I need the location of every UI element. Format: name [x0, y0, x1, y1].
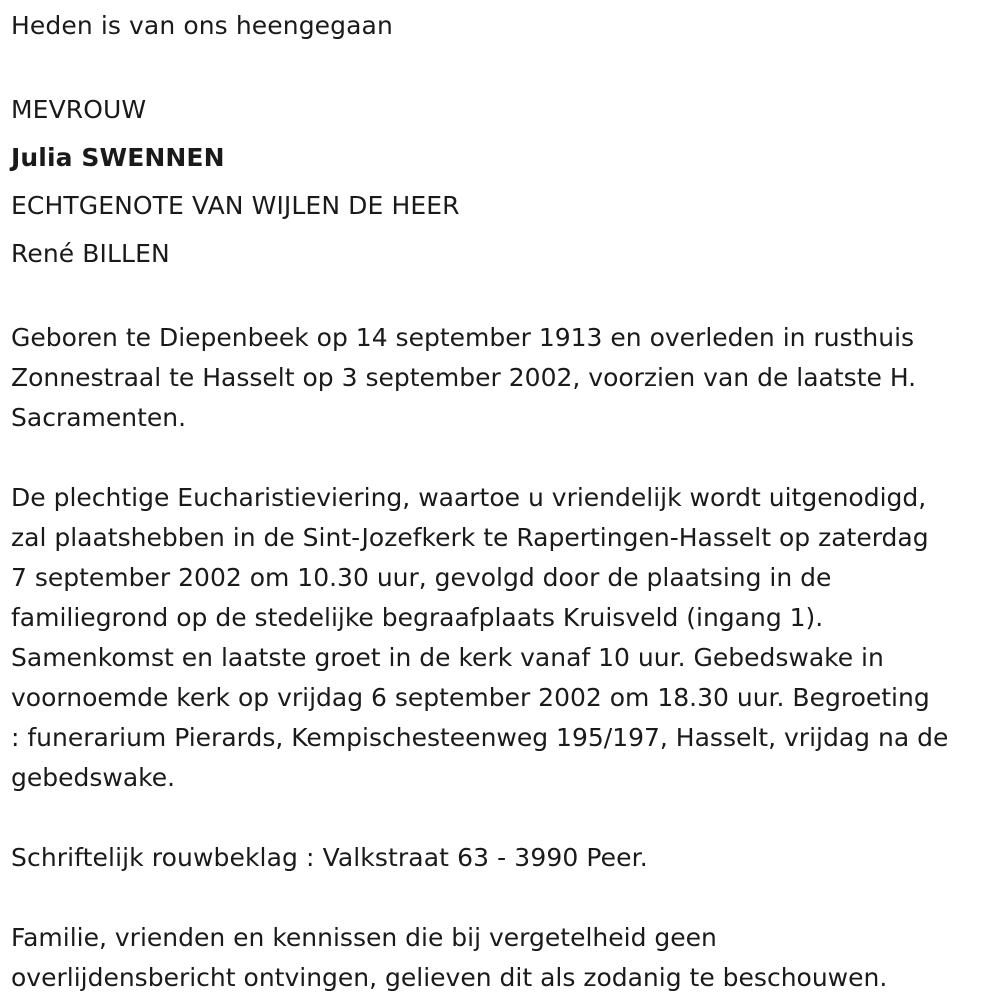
spacer: [11, 878, 995, 918]
honorific-title: MEVROUW: [11, 95, 147, 124]
paragraph-line: zal plaatshebben in de Sint-Jozefkerk te Rapertingen-Hasselt op zaterdag: [11, 523, 929, 552]
paragraph-line: gebedswake.: [11, 763, 176, 792]
paragraph-line: : funerarium Pierards, Kempischesteenweg 195/197, Hasselt, vrijdag na de: [11, 723, 949, 752]
paragraph-line: Samenkomst en laatste groet in de kerk vanaf 10 uur. Gebedswake in: [11, 643, 884, 672]
paragraph-line: voornoemde kerk op vrijdag 6 september 2002 om 18.30 uur. Begroeting: [11, 683, 930, 712]
spacer: [11, 46, 995, 86]
paragraph-line: overlijdensbericht ontvingen, gelieven dit als zodanig te beschouwen.: [11, 963, 888, 992]
spouse-name: René BILLEN: [11, 239, 170, 268]
spacer: [11, 798, 995, 838]
birth-death-paragraph: [11, 318, 995, 438]
paragraph-line: Geboren te Diepenbeek op 14 september 1913 en overleden in rusthuis: [11, 323, 915, 352]
condolences-address: Schriftelijk rouwbeklag : Valkstraat 63 - 3990 Peer.: [11, 843, 648, 872]
paragraph-line: Sacramenten.: [11, 403, 187, 432]
paragraph-line: De plechtige Eucharistieviering, waartoe u vriendelijk wordt uitgenodigd,: [11, 483, 927, 512]
spacer: [11, 438, 995, 478]
paragraph-line: familiegrond op de stedelijke begraafplaats Kruisveld (ingang 1).: [11, 603, 824, 632]
obituary-document: [11, 6, 995, 998]
relation-text: ECHTGENOTE VAN WIJLEN DE HEER: [11, 191, 460, 220]
paragraph-line: Zonnestraal te Hasselt op 3 september 2002, voorzien van de laatste H.: [11, 363, 917, 392]
intro-text: Heden is van ons heengegaan: [11, 11, 393, 40]
deceased-name: Julia SWENNEN: [11, 143, 225, 172]
spacer: [11, 278, 995, 318]
ceremony-paragraph: [11, 478, 995, 798]
paragraph-line: Familie, vrienden en kennissen die bij vergetelheid geen: [11, 923, 717, 952]
paragraph-line: 7 september 2002 om 10.30 uur, gevolgd door de plaatsing in de: [11, 563, 832, 592]
closing-paragraph: [11, 918, 995, 998]
